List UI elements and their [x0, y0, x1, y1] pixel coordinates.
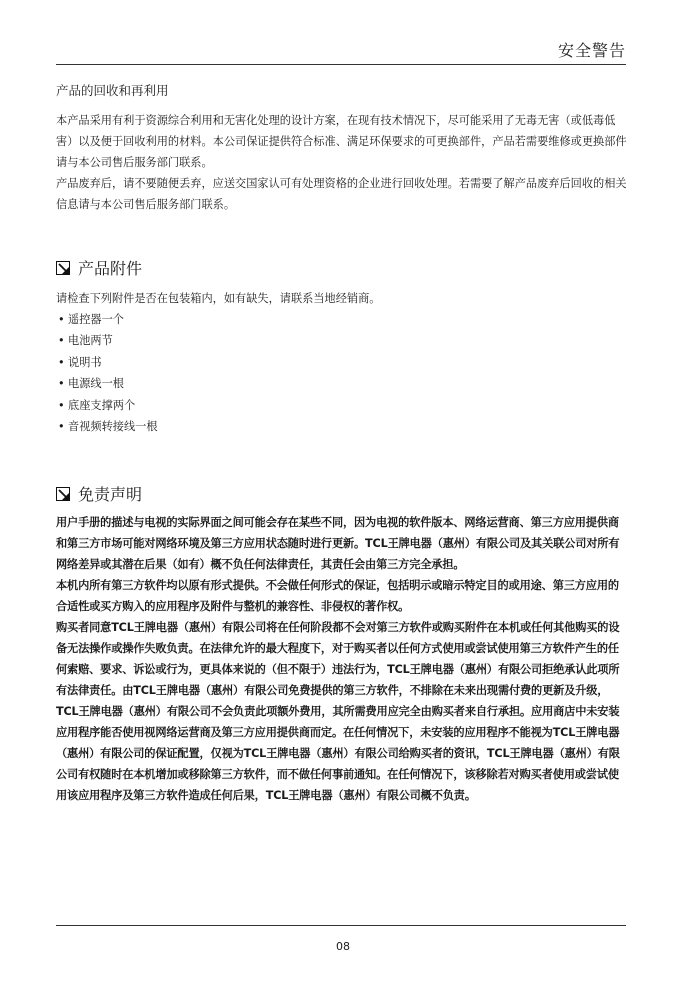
section-marker-icon [56, 261, 70, 275]
list-item: • 音视频转接线一根 [56, 416, 628, 437]
disclaimer-paragraph-3: 购买者同意TCL王牌电器（惠州）有限公司将在任何阶段都不会对第三方软件或购买附件在本机或任何其他购买的设备无法操作或操作失败负责。在法律允许的最大程度下，对于购买者以任何方式使用或尝试使用第三方软件产生的任何索赔、要求、诉讼或行为，更具体来说的（但不限于）违法行为，TCL王牌电器（惠州）有限公司拒绝承认此项所有法律责任。由TCL王牌电器（惠州）有限公司免费提供的第三方软件，不排除在未来出现需付费的更新及升级，TCL王牌电器（惠州）有限公司不会负责此项额外费用，其所需费用应完全由购买者来自行承担。应用商店中未安装应用程序能否使用视网络运营商及第三方应用提供商而定。在任何情况下，未安装的应用程序不能视为TCL王牌电器（惠州）有限公司的保证配置，仅视为TCL王牌电器（惠州）有限公司给购买者的资讯，TCL王牌电器（惠州）有限公司有权随时在本机增加或移除第三方软件，而不做任何事前通知。在任何情况下，该移除若对购买者使用或尝试使用该应用程序及第三方软件造成任何后果，TCL王牌电器（惠州）有限公司概不负责。 [56, 621, 620, 802]
recycling-section [56, 82, 628, 100]
disclaimer-body [56, 512, 628, 806]
accessories-heading: 产品附件 [78, 259, 143, 278]
accessories-intro: 请检查下列附件是否在包装箱内，如有缺失，请联系当地经销商。 [56, 292, 381, 305]
header-divider [56, 64, 626, 65]
section-marker-icon [56, 487, 70, 501]
list-item: • 遥控器一个 [56, 309, 628, 330]
page-number: 08 [336, 940, 350, 953]
accessories-heading-row [56, 256, 142, 279]
disclaimer-heading: 免责声明 [78, 485, 143, 504]
accessories-list [56, 309, 628, 437]
recycling-body [56, 110, 628, 215]
footer-divider [56, 925, 626, 926]
list-item: • 电池两节 [56, 330, 628, 351]
recycling-heading: 产品的回收和再利用 [56, 83, 169, 98]
accessories-body [56, 288, 628, 437]
list-item: • 底座支撑两个 [56, 395, 628, 416]
disclaimer-paragraph-1: 用户手册的描述与电视的实际界面之间可能会存在某些不同，因为电视的软件版本、网络运营商、第三方应用提供商和第三方市场可能对网络环境及第三方应用状态随时进行更新。TCL王牌电器（惠州）有限公司及其关联公司对所有网络差异或其潜在后果（如有）概不负任何法律责任，其责任会由第三方完全承担。 [56, 516, 620, 571]
recycling-paragraph-2: 产品废弃后，请不要随便丢弃，应送交国家认可有处理资格的企业进行回收处理。若需要了解产品废弃后回收的相关信息请与本公司售后服务部门联系。 [56, 177, 627, 211]
disclaimer-paragraph-2: 本机内所有第三方软件均以原有形式提供。不会做任何形式的保证，包括明示或暗示特定目的或用途、第三方应用的合适性或买方购入的应用程序及附件与整机的兼容性、非侵权的著作权。 [56, 579, 619, 613]
list-item: • 说明书 [56, 352, 628, 373]
header-title: 安全警告 [557, 41, 626, 60]
recycling-paragraph-1: 本产品采用有利于资源综合利用和无害化处理的设计方案，在现有技术情况下，尽可能采用了无毒无害（或低毒低害）以及便于回收利用的材料。本公司保证提供符合标准、满足环保要求的可更换部件，产品若需要维修或更换部件请与本公司售后服务部门联系。 [56, 114, 627, 169]
list-item: • 电源线一根 [56, 373, 628, 394]
disclaimer-heading-row [56, 482, 142, 505]
